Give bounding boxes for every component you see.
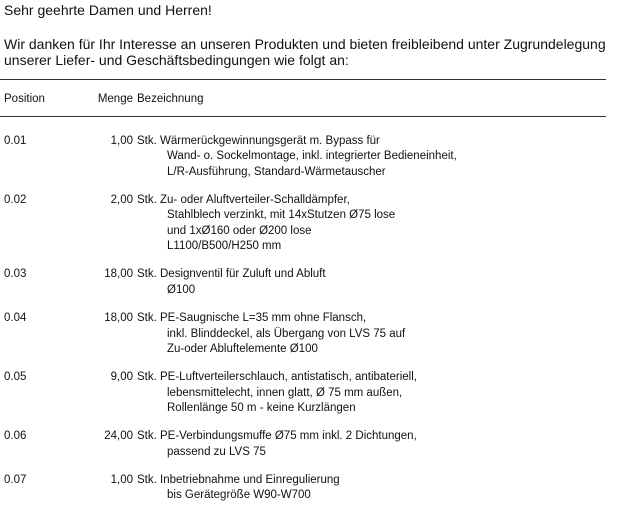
item-description-line: und 1xØ160 oder Ø200 lose [167,224,312,237]
table-row [0,473,606,504]
intro-paragraph [4,36,616,68]
item-description-line: Stk. PE-Saugnische L=35 mm ohne Flansch, [137,312,367,325]
item-position: 0.04 [4,312,27,325]
intro-line: unserer Liefer- und Geschäftsbedingungen wie folgt an: [4,52,349,68]
item-description-line: Wand- o. Sockelmontage, inkl. integrierter Bedieneinheit, [167,150,457,163]
item-description-line: inkl. Blinddeckel, als Übergang von LVS 75 auf [167,327,406,340]
item-description-line: Stk. Wärmerückgewinnungsgerät m. Bypass für [137,135,380,147]
item-description-line: Stk. Designventil für Zuluft und Abluft [137,268,326,281]
intro-line: Wir danken für Ihr Interesse an unseren Produkten und bieten freibleibend unter Zugrundelegung [4,36,606,52]
item-description-line: Stk. Zu- oder Aluftverteiler-Schalldämpfer, [137,194,350,207]
item-menge: 24,00 [104,430,133,443]
item-description-line: Rollenlänge 50 m - keine Kurzlängen [167,401,356,414]
item-description-line: L1100/B500/H250 mm [167,239,282,252]
item-description-line: Stahlblech verzinkt, mit 14xStutzen Ø75 lose [167,209,396,222]
item-description-line: L/R-Ausführung, Standard-Wärmetauscher [167,165,386,178]
item-position: 0.03 [4,268,27,281]
table-row [0,193,606,254]
item-position: 0.07 [4,474,27,487]
item-bezeichnung [137,193,606,254]
header-menge: Menge [97,93,133,105]
header-bezeichnung: Bezeichnung [137,93,204,105]
item-menge: 18,00 [104,268,133,281]
item-bezeichnung [137,473,606,504]
table-header [0,91,606,107]
item-description-line: Stk. PE-Luftverteilerschlauch, antistatisch, antibateriell, [137,371,417,384]
item-description-line: Ø100 [167,283,196,296]
table-row [0,267,606,298]
item-menge: 1,00 [110,135,133,147]
item-position: 0.05 [4,371,27,384]
item-menge: 9,00 [110,371,133,384]
table-top-rule [0,79,606,80]
item-bezeichnung [137,429,606,460]
item-description-line: bis Gerätegröße W90-W700 [167,489,311,502]
item-description-line: Zu-oder Abluftelemente Ø100 [167,342,318,355]
table-row [0,134,606,180]
item-list [0,134,606,504]
item-description-line: passend zu LVS 75 [167,445,266,458]
item-bezeichnung [137,134,606,180]
item-bezeichnung [137,267,606,298]
item-menge: 2,00 [110,194,133,207]
item-bezeichnung [137,370,606,416]
item-position: 0.01 [4,135,27,147]
table-row [0,311,606,357]
item-position: 0.06 [4,430,27,443]
table-row [0,429,606,460]
header-position: Position [4,93,45,105]
item-bezeichnung [137,311,606,357]
greeting: Sehr geehrte Damen und Herren! [4,2,212,18]
item-description-line: lebensmittelecht, innen glatt, Ø 75 mm außen, [167,386,403,399]
table-row [0,370,606,416]
item-menge: 18,00 [104,312,133,325]
item-position: 0.02 [4,194,27,207]
item-menge: 1,00 [110,474,133,487]
table-header-rule [0,116,606,117]
item-description-line: Stk. Inbetriebnahme und Einregulierung [137,474,340,487]
item-description-line: Stk. PE-Verbindungsmuffe Ø75 mm inkl. 2 Dichtungen, [137,430,417,443]
